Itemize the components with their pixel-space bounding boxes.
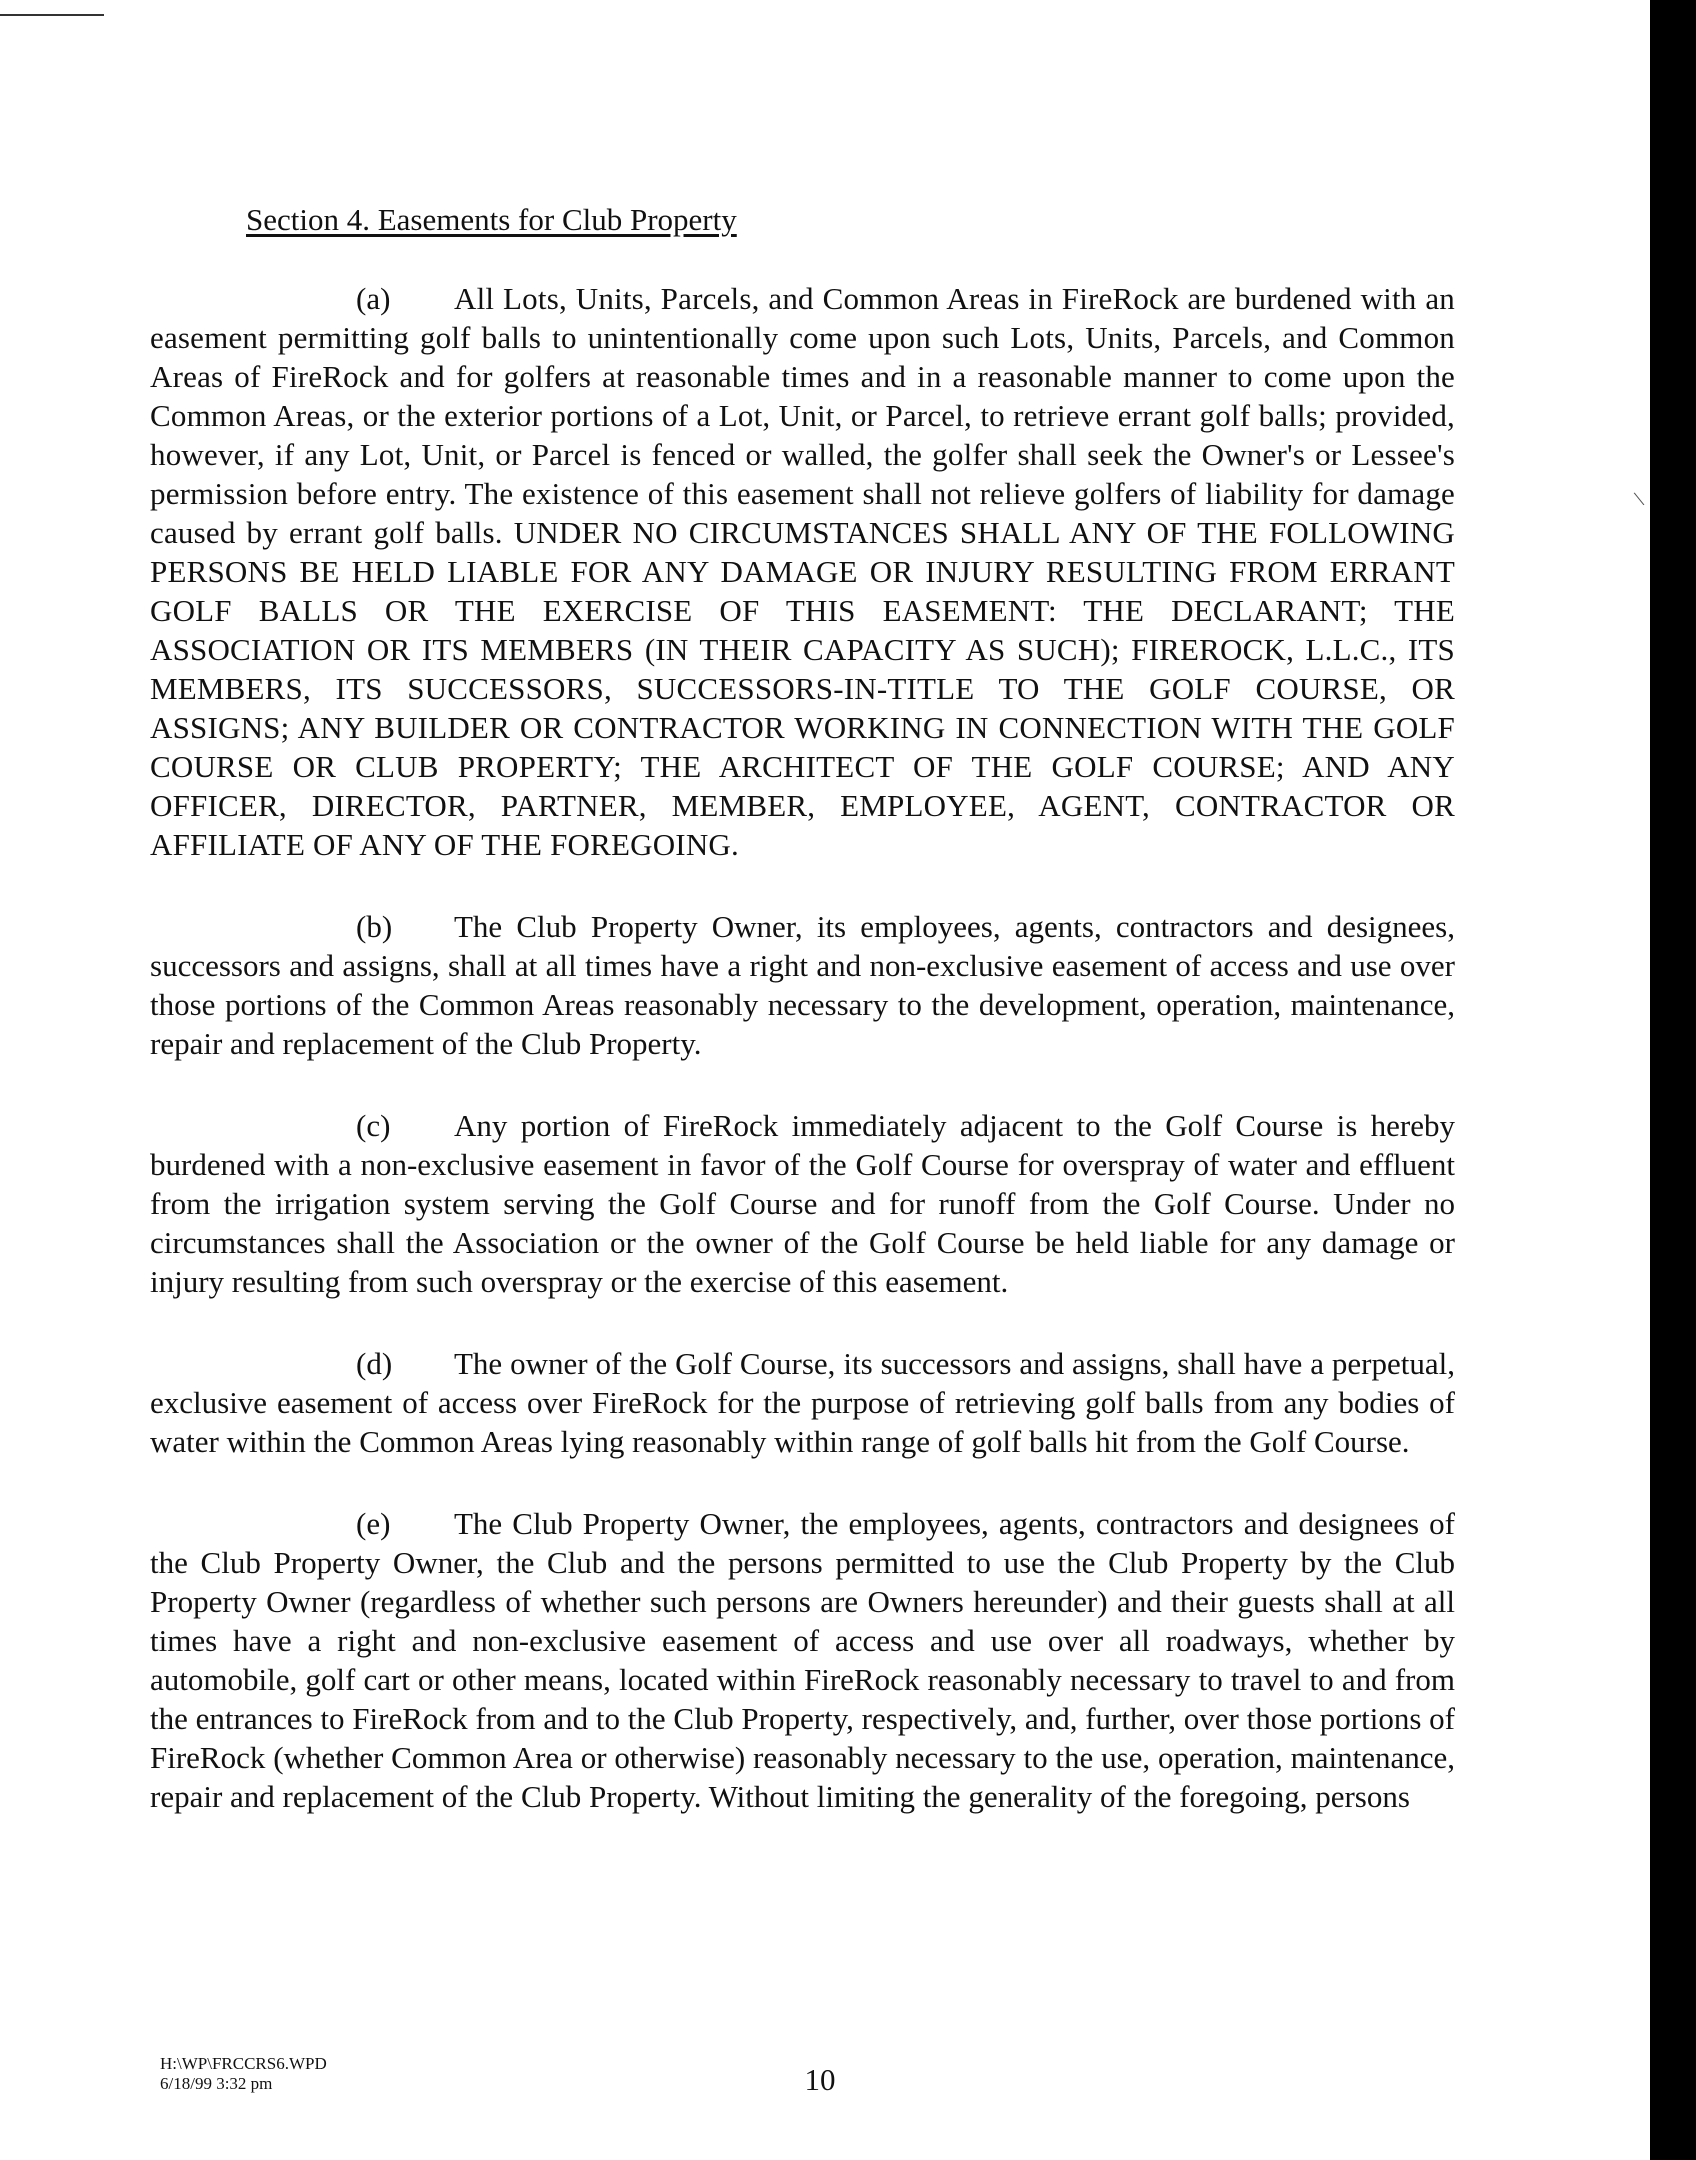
footer-file-path: H:\WP\FRCCRS6.WPD (160, 2054, 327, 2073)
footer-date-time: 6/18/99 3:32 pm (160, 2074, 273, 2093)
stray-scan-mark: \ (1631, 485, 1647, 512)
paragraph-label: (e) (356, 1506, 391, 1541)
section-heading: Section 4. Easements for Club Property (246, 202, 737, 237)
document-body (150, 200, 1455, 1859)
paragraph-label: (b) (356, 909, 393, 944)
paragraph-b (150, 907, 1455, 1063)
paragraph-label: (c) (356, 1108, 391, 1143)
page-number: 10 (804, 2062, 836, 2097)
paragraph-label: (a) (356, 281, 391, 316)
paragraph-text: The Club Property Owner, its employees, agents, contractors and designees, successors and assigns, shall at all times have a right and non-exclusive easement of access and use over those portions of the Common Areas reasonably necessary to the development, operation, maintenance, repair and replacement of the Club Property. (150, 909, 1455, 1061)
footer-document-id (160, 2054, 327, 2094)
paragraph-text: Any portion of FireRock immediately adjacent to the Golf Course is hereby burdened with a non-exclusive easement in favor of the Golf Course for overspray of water and effluent from the irrigation system serving the Golf Course and for runoff from the Golf Course. Under no circumstances shall the Association or the owner of the Golf Course be held liable for any damage or injury resulting from such overspray or the exercise of this easement. (150, 1108, 1455, 1299)
paragraph-label: (d) (356, 1346, 393, 1381)
paragraph-text: The owner of the Golf Course, its successors and assigns, shall have a perpetual, exclusive easement of access over FireRock for the purpose of retrieving golf balls from any bodies of water within the Common Areas lying reasonably within range of golf balls hit from the Golf Course. (150, 1346, 1455, 1459)
scan-edge-bar (1650, 0, 1696, 2160)
paragraph-c (150, 1106, 1455, 1301)
scan-top-rule (0, 14, 104, 16)
paragraph-text: All Lots, Units, Parcels, and Common Areas in FireRock are burdened with an easement permitting golf balls to unintentionally come upon such Lots, Units, Parcels, and Common Areas of FireRock and for golfers at reasonable times and in a reasonable manner to come upon the Common Areas, or the exterior portions of a Lot, Unit, or Parcel, to retrieve errant golf balls; provided, however, if any Lot, Unit, or Parcel is fenced or walled, the golfer shall seek the Owner's or Lessee's permission before entry. The existence of this easement shall not relieve golfers of liability for damage caused by errant golf balls. UNDER NO CIRCUMSTANCES SHALL ANY OF THE FOLLOWING PERSONS BE HELD LIABLE FOR ANY DAMAGE OR INJURY RESULTING FROM ERRANT GOLF BALLS OR THE EXERCISE OF THIS EASEMENT: THE DECLARANT; THE ASSOCIATION OR ITS MEMBERS (IN THEIR CAPACITY AS SUCH); FIREROCK, L.L.C., ITS MEMBERS, ITS SUCCESSORS, SUCCESSORS-IN-TITLE TO THE GOLF COURSE, OR ASSIGNS; ANY BUILDER OR CONTRACTOR WORKING IN CONNECTION WITH THE GOLF COURSE OR CLUB PROPERTY; THE ARCHITECT OF THE GOLF COURSE; AND ANY OFFICER, DIRECTOR, PARTNER, MEMBER, EMPLOYEE, AGENT, CONTRACTOR OR AFFILIATE OF ANY OF THE FOREGOING. (150, 281, 1455, 862)
paragraph-d (150, 1344, 1455, 1461)
paragraph-a (150, 279, 1455, 864)
paragraph-e (150, 1504, 1455, 1816)
paragraph-text: The Club Property Owner, the employees, agents, contractors and designees of the Club Property Owner, the Club and the persons permitted to use the Club Property by the Club Property Owner (regardless of whether such persons are Owners hereunder) and their guests shall at all times have a right and non-exclusive easement of access and use over all roadways, whether by automobile, golf cart or other means, located within FireRock reasonably necessary to travel to and from the entrances to FireRock from and to the Club Property, respectively, and, further, over those portions of FireRock (whether Common Area or otherwise) reasonably necessary to the use, operation, maintenance, repair and replacement of the Club Property. Without limiting the generality of the foregoing, persons (150, 1506, 1455, 1814)
